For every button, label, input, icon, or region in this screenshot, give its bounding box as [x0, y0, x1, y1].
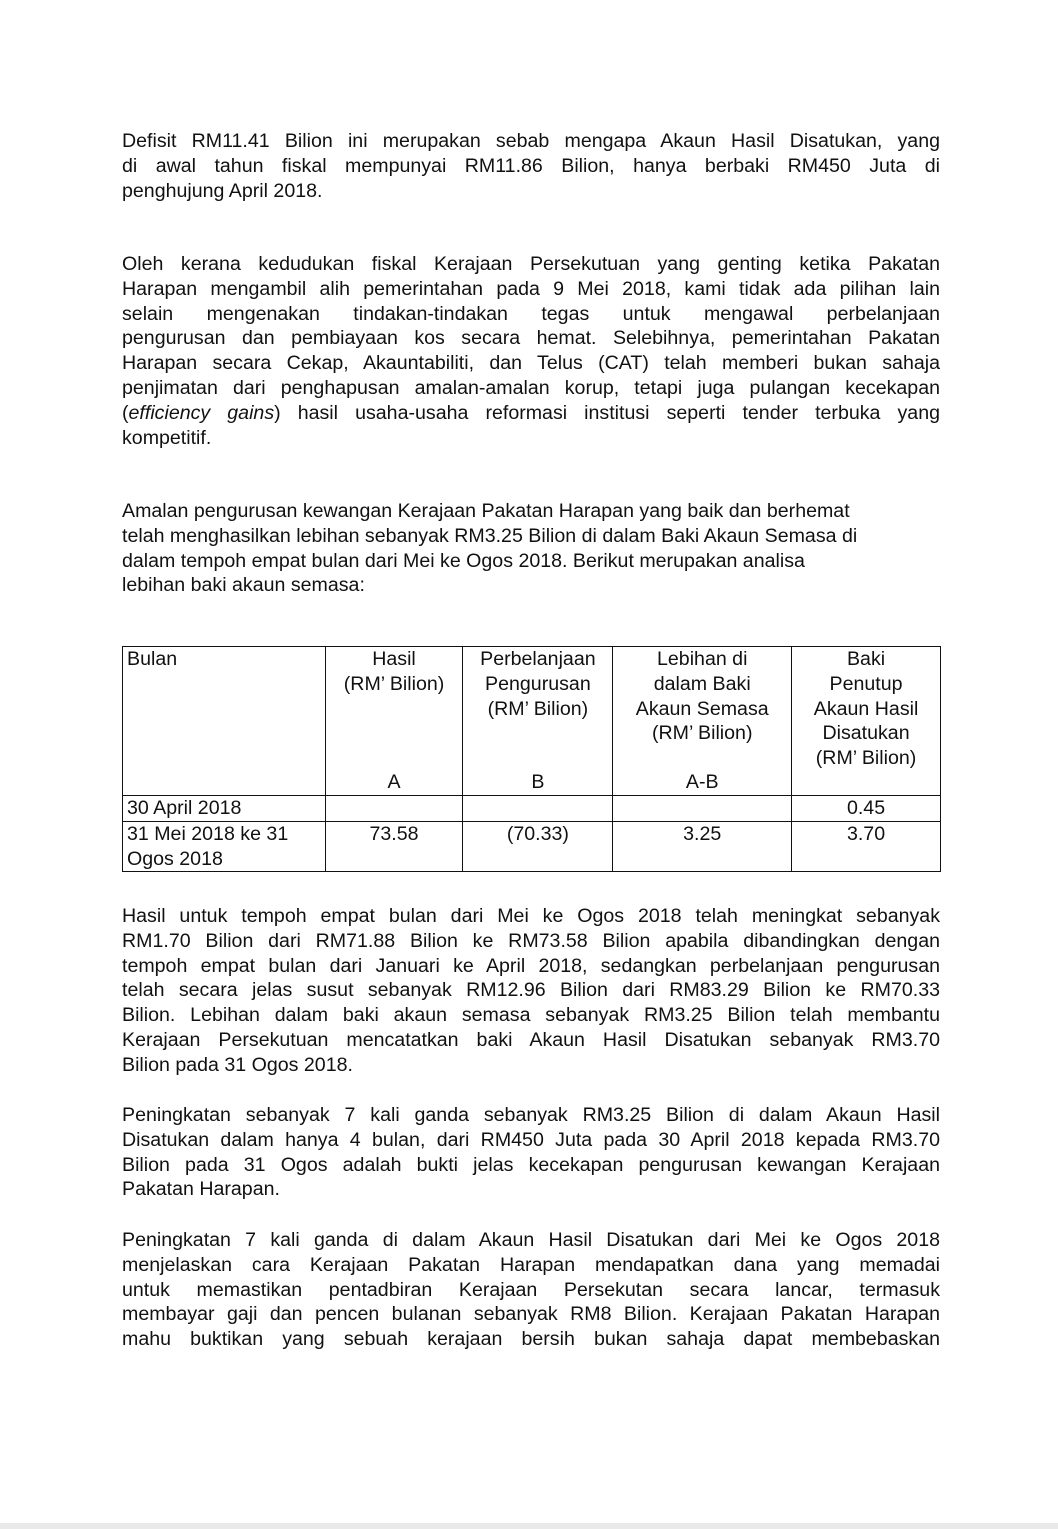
text-line: pengurusan dan pembiayaan kos secara hemat. Selebihnya, pemerintahan Pakatan: [122, 327, 940, 350]
open-paren: (: [122, 401, 129, 424]
text-line: telah secara jelas susut sebanyak RM12.96 Bilion dari RM83.29 Bilion ke RM70.33: [122, 979, 940, 1002]
cell-hasil: [325, 796, 463, 822]
text-line-efficiency: [122, 401, 940, 426]
header-line: dalam Baki: [653, 672, 751, 695]
cell-lebihan: [613, 796, 792, 822]
cell-hasil: 73.58: [325, 821, 463, 872]
header-line: Disatukan: [822, 722, 910, 745]
header-line: Akaun Hasil: [813, 697, 919, 720]
header-line: Pengurusan: [485, 672, 591, 695]
cell-perbelanjaan: [463, 796, 613, 822]
header-line: Perbelanjaan: [480, 648, 596, 670]
paragraph-funding-explanation: [122, 1228, 940, 1352]
text-line: menjelaskan cara Kerajaan Pakatan Harapan mendapatkan dana yang memadai: [122, 1253, 940, 1276]
text-line-rest: ) hasil usaha-usaha reformasi institusi seperti tender terbuka yang: [274, 401, 940, 424]
cell-lebihan: 3.25: [613, 821, 792, 872]
table-row: [123, 796, 941, 822]
header-line: (RM’ Bilion): [343, 672, 445, 695]
paragraph-sevenfold-increase: [122, 1103, 940, 1202]
table-row: [123, 821, 941, 872]
text-line: lebihan baki akaun semasa:: [122, 574, 365, 597]
table-header-row: [123, 647, 941, 796]
header-letter: A: [387, 771, 401, 794]
text-line: selain mengenakan tindakan-tindakan tegas untuk mengawal perbelanjaan: [122, 302, 940, 325]
header-line: Bulan: [127, 648, 178, 670]
header-line: (RM’ Bilion): [487, 697, 589, 720]
header-line: Penutup: [829, 672, 903, 695]
text-line: membayar gaji dan pencen bulanan sebanyak RM8 Bilion. Kerajaan Pakatan Harapan: [122, 1303, 940, 1326]
header-letter: B: [531, 771, 545, 794]
cell-baki: 3.70: [792, 821, 941, 872]
italic-term: efficiency gains: [128, 401, 275, 424]
text-line: Harapan mengambil alih pemerintahan pada 9 Mei 2018, kami tidak ada pilihan lain: [122, 277, 940, 300]
text-line: mahu buktikan yang sebuah kerajaan bersih bukan sahaja dapat membebaskan: [122, 1328, 940, 1351]
page-bottom-edge: [0, 1523, 1058, 1529]
text-line: Disatukan dalam hanya 4 bulan, dari RM450 Juta pada 30 April 2018 kepada RM3.70: [122, 1128, 940, 1151]
cell-bulan: 31 Mei 2018 ke 31 Ogos 2018: [123, 821, 326, 872]
text-line: Harapan secara Cekap, Akauntabiliti, dan Telus (CAT) telah memberi bukan sahaja: [122, 352, 940, 375]
cell-bulan: 30 April 2018: [123, 796, 326, 822]
header-hasil: [325, 647, 463, 796]
header-line: (RM’ Bilion): [651, 722, 753, 745]
text-line: penjimatan dari penghapusan amalan-amalan korup, tetapi juga pulangan kecekapan: [122, 376, 940, 399]
text-line: Bilion pada 31 Ogos adalah bukti jelas kecekapan pengurusan kewangan Kerajaan: [122, 1153, 940, 1176]
paragraph-revenue-analysis: [122, 904, 940, 1078]
text-line: penghujung April 2018.: [122, 179, 323, 202]
header-line: (RM’ Bilion): [815, 747, 917, 770]
current-account-table: [122, 646, 941, 872]
text-line: Pakatan Harapan.: [122, 1178, 280, 1201]
cell-perbelanjaan: (70.33): [463, 821, 613, 872]
text-line: Kerajaan Persekutuan mencatatkan baki Akaun Hasil Disatukan sebanyak RM3.70: [122, 1028, 940, 1051]
paragraph-fiscal-position: [122, 252, 940, 450]
header-letter: A-B: [685, 771, 719, 794]
text-line: Hasil untuk tempoh empat bulan dari Mei ke Ogos 2018 telah meningkat sebanyak: [122, 905, 940, 927]
text-line: tempoh empat bulan dari Januari ke April 2018, sedangkan perbelanjaan pengurusan: [122, 954, 940, 977]
text-line: Bilion. Lebihan dalam baki akaun semasa sebanyak RM3.25 Bilion telah membantu: [122, 1004, 940, 1027]
text-line: untuk memastikan pentadbiran Kerajaan Persekutan secara lancar, termasuk: [122, 1278, 940, 1301]
header-line: Lebihan di: [657, 648, 748, 670]
header-bulan: [123, 647, 326, 796]
text-line: Bilion pada 31 Ogos 2018.: [122, 1053, 353, 1076]
text-line: telah menghasilkan lebihan sebanyak RM3.25 Bilion di dalam Baki Akaun Semasa di: [122, 524, 858, 547]
text-line: Oleh kerana kedudukan fiskal Kerajaan Persekutuan yang genting ketika Pakatan: [122, 253, 940, 275]
header-lebihan: [613, 647, 792, 796]
header-baki: [792, 647, 941, 796]
text-line: di awal tahun fiskal mempunyai RM11.86 Bilion, hanya berbaki RM450 Juta di: [122, 154, 940, 177]
cell-baki: 0.45: [792, 796, 941, 822]
paragraph-surplus-intro: [122, 499, 940, 598]
header-line: Baki: [846, 648, 886, 670]
header-line: Hasil: [372, 648, 416, 670]
header-line: Akaun Semasa: [635, 697, 769, 720]
text-line: Defisit RM11.41 Bilion ini merupakan sebab mengapa Akaun Hasil Disatukan, yang: [122, 130, 940, 152]
paragraph-deficit: [122, 129, 940, 203]
text-line: Amalan pengurusan kewangan Kerajaan Pakatan Harapan yang baik dan berhemat: [122, 500, 850, 522]
text-line: dalam tempoh empat bulan dari Mei ke Ogos 2018. Berikut merupakan analisa: [122, 549, 805, 572]
text-line: Peningkatan sebanyak 7 kali ganda sebanyak RM3.25 Bilion di dalam Akaun Hasil: [122, 1104, 940, 1126]
text-line: Peningkatan 7 kali ganda di dalam Akaun Hasil Disatukan dari Mei ke Ogos 2018: [122, 1229, 940, 1251]
header-perbelanjaan: [463, 647, 613, 796]
text-line: kompetitif.: [122, 426, 212, 449]
text-line: RM1.70 Bilion dari RM71.88 Bilion ke RM73.58 Bilion apabila dibandingkan dengan: [122, 929, 940, 952]
